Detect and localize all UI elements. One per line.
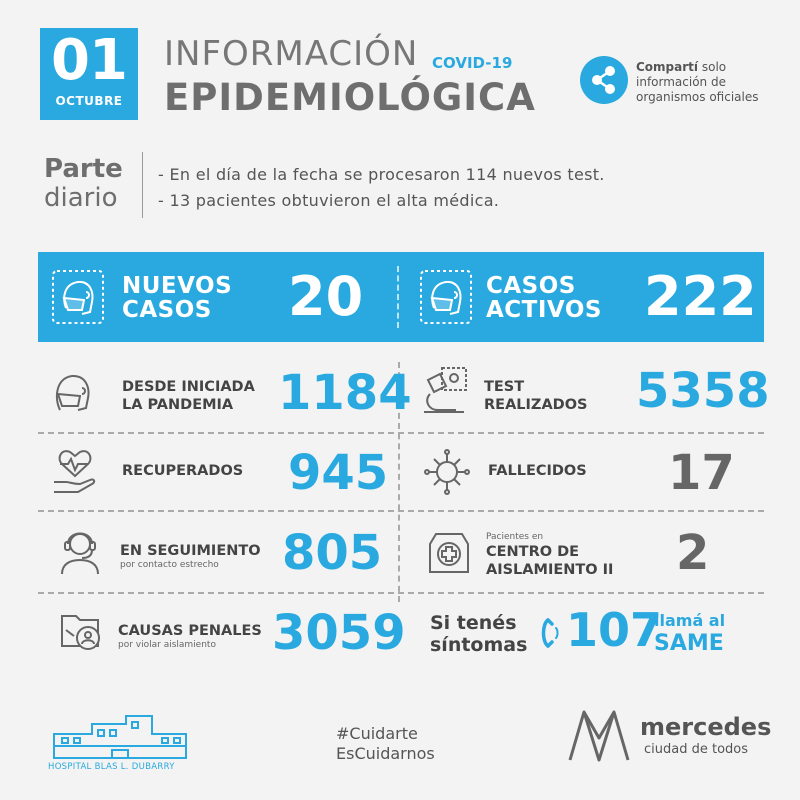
parte-word1: Parte — [44, 154, 123, 184]
fallecidos-value: 17 — [668, 445, 735, 501]
fallecidos-label: FALLECIDOS — [488, 463, 587, 479]
phone-icon — [540, 616, 566, 650]
parte-diario-title — [44, 154, 134, 212]
date-badge — [40, 28, 138, 120]
microscope-icon — [420, 364, 470, 416]
medical-shield-icon — [424, 528, 474, 580]
seguimiento-sub: por contacto estrecho — [120, 560, 219, 570]
causas-label — [118, 622, 262, 651]
casos-activos-value: 222 — [644, 265, 757, 328]
aislamiento-line1: CENTRO DE — [486, 544, 580, 560]
row-divider — [38, 432, 764, 434]
pandemia-value: 1184 — [278, 365, 412, 421]
virus-icon — [422, 446, 472, 498]
pandemia-line2: LA PANDEMIA — [122, 397, 234, 413]
share-bold: Compartí — [636, 60, 699, 74]
sintomas-line2: síntomas — [430, 634, 528, 656]
sintomas-text — [430, 612, 527, 656]
hashtag-line1: #Cuidarte — [336, 724, 418, 743]
headset-operator-icon — [58, 526, 108, 578]
pandemia-label — [122, 378, 255, 414]
causas-sub: por violar aislamiento — [118, 640, 216, 650]
aislamiento-label — [486, 532, 613, 579]
same-text: SAME — [654, 631, 724, 656]
masked-face-icon — [48, 366, 98, 418]
row-divider — [38, 592, 764, 594]
hashtag-line2: EsCuidarnos — [336, 744, 435, 763]
title-line1: INFORMACIÓN — [164, 34, 419, 74]
causas-title: CAUSAS PENALES — [118, 623, 262, 639]
seguimiento-value: 805 — [282, 525, 383, 581]
hashtag — [336, 724, 435, 764]
casos-activos-label — [486, 274, 602, 322]
title-line2: EPIDEMIOLÓGICA — [164, 76, 536, 119]
activos-line2: ACTIVOS — [486, 297, 602, 323]
seguimiento-title: EN SEGUIMIENTO — [120, 543, 261, 559]
covid-label: COVID-19 — [432, 54, 513, 72]
aislamiento-pre: Pacientes en — [486, 532, 544, 542]
test-line2: REALIZADOS — [484, 397, 588, 413]
heart-hand-icon — [50, 446, 100, 498]
highlight-banner — [38, 252, 764, 342]
share-line3: organismos oficiales — [636, 90, 759, 104]
causas-value: 3059 — [272, 605, 406, 661]
row-divider — [38, 510, 764, 512]
city-tagline: ciudad de todos — [644, 742, 749, 757]
city-name: mercedes — [640, 713, 772, 741]
nuevos-line2: CASOS — [122, 297, 212, 323]
activos-line1: CASOS — [486, 273, 576, 299]
seguimiento-label — [120, 542, 261, 571]
nuevos-line1: NUEVOS — [122, 273, 233, 299]
aislamiento-value: 2 — [676, 525, 710, 581]
masked-face-icon — [50, 268, 106, 326]
parte-lines — [158, 162, 605, 214]
masked-face-icon — [418, 268, 474, 326]
share-line2: información de — [636, 75, 726, 89]
share-rest: solo — [701, 60, 727, 74]
hospital-name: HOSPITAL BLAS L. DUBARRY — [48, 762, 175, 772]
llama-text: llamá al — [654, 611, 726, 630]
recuperados-label: RECUPERADOS — [122, 463, 244, 479]
date-month: OCTUBRE — [55, 94, 123, 108]
test-label — [484, 378, 587, 414]
nuevos-casos-value: 20 — [288, 265, 364, 328]
share-icon — [580, 56, 628, 104]
test-value: 5358 — [636, 363, 770, 419]
recuperados-value: 945 — [288, 445, 389, 501]
aislamiento-line2: AISLAMIENTO II — [486, 562, 614, 578]
same-number: 107 — [566, 603, 663, 657]
mercedes-logo-icon — [566, 708, 632, 764]
sintomas-line1: Si tenés — [430, 612, 517, 634]
nuevos-casos-label — [122, 274, 232, 322]
parte-line-1: - En el día de la fecha se procesaron 114 nuevos test. — [158, 165, 605, 184]
parte-word2: diario — [44, 183, 118, 213]
parte-divider — [142, 152, 143, 218]
id-card-icon — [58, 606, 108, 658]
pandemia-line1: DESDE INICIADA — [122, 379, 255, 395]
parte-line-2: - 13 pacientes obtuvieron el alta médica. — [158, 191, 500, 210]
date-day: 01 — [51, 28, 127, 93]
share-note — [636, 60, 786, 105]
banner-divider — [397, 266, 399, 328]
test-line1: TEST — [484, 379, 525, 395]
